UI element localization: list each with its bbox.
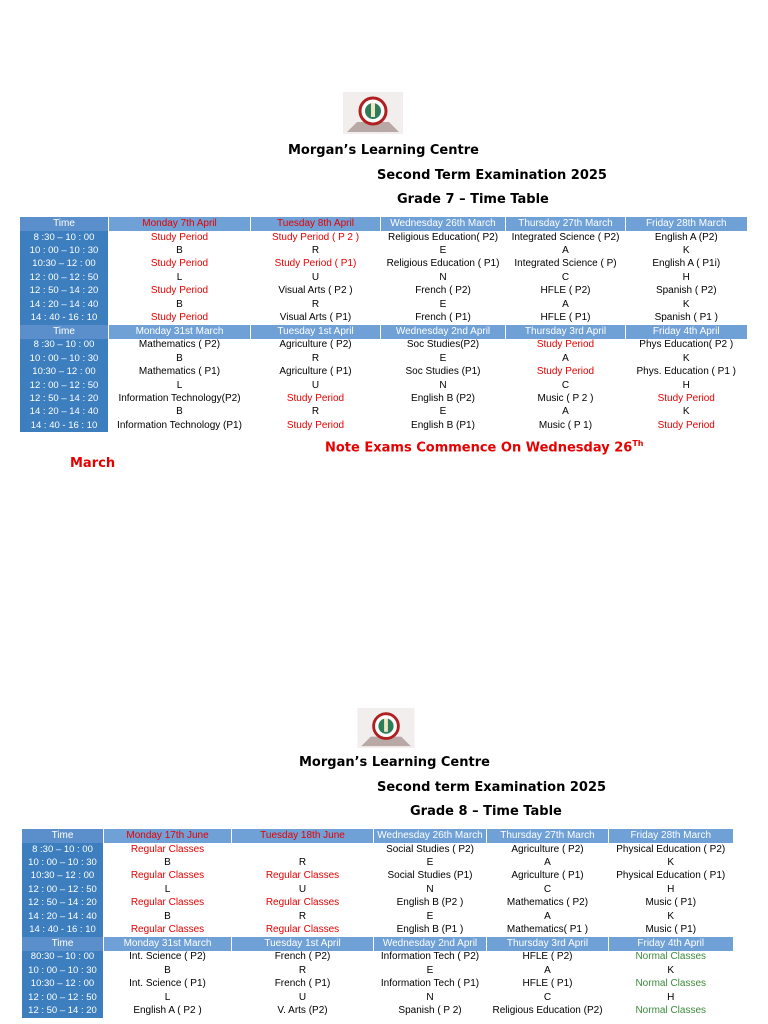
exam-note-month: March [70,456,116,471]
cell: Int. Science ( P2) [104,951,232,964]
cell: B [109,406,251,419]
cell: A [506,244,626,257]
cell [232,843,374,856]
cell: N [374,883,487,896]
table-row [20,352,747,365]
cell: HFLE ( P1) [487,978,609,991]
cell: Study Period [251,392,381,405]
cell: Phys Education( P2 ) [626,339,747,352]
school-name: Morgan’s Learning Centre [288,143,479,158]
cell: U [232,991,374,1004]
school-name-2: Morgan’s Learning Centre [299,755,490,770]
cell: Information Tech ( P1) [374,978,487,991]
time-cell: 10:30 – 12 : 00 [22,870,104,883]
cell: C [487,991,609,1004]
table-row [20,298,747,311]
cell: R [232,856,374,869]
cell: Phys. Education ( P1 ) [626,366,747,379]
cell: H [626,379,747,392]
table-row [22,991,733,1004]
cell: Social Studies ( P2) [374,843,487,856]
cell: E [374,964,487,977]
cell: E [381,352,506,365]
cell: Integrated Science ( P2) [506,231,626,244]
cell: E [381,298,506,311]
cell: R [251,244,381,257]
cell: Physical Education ( P2) [609,843,733,856]
cell: H [626,271,747,284]
cell: N [381,271,506,284]
cell: Monday 7th April [109,217,251,231]
cell: Integrated Science ( P) [506,258,626,271]
table-row [22,883,733,896]
cell: Study Period [251,419,381,432]
cell: A [506,298,626,311]
cell: A [506,352,626,365]
table-row [20,285,747,298]
cell: E [374,856,487,869]
time-cell: 10:30 – 12 : 00 [20,366,109,379]
cell: K [609,910,733,923]
cell: L [104,991,232,1004]
grade-title: Grade 7 – Time Table [397,192,549,207]
cell: A [487,910,609,923]
cell: Regular Classes [104,843,232,856]
cell: Tuesday 1st April [232,937,374,951]
cell: Friday 4th April [626,325,747,339]
cell: Agriculture ( P1) [487,870,609,883]
table-row [22,923,733,936]
exam-note [325,439,643,455]
header-row [22,829,733,843]
cell: Visual Arts ( P1) [251,311,381,324]
table-row [20,406,747,419]
table-row [20,244,747,257]
grade-8-timetable [21,829,733,1018]
cell: Agriculture ( P1) [251,366,381,379]
cell: French ( P2) [381,285,506,298]
cell: Thursday 27th March [506,217,626,231]
school-crest-logo [343,92,403,134]
cell: HFLE ( P2) [506,285,626,298]
cell: English A ( P1i) [626,258,747,271]
time-cell: 12 : 50 – 14 : 20 [22,897,104,910]
time-cell: Time [22,937,104,951]
cell: Spanish ( P2) [626,285,747,298]
cell: Religious Education ( P1) [381,258,506,271]
cell: English B (P1) [381,419,506,432]
cell: R [232,910,374,923]
cell: Mathematics( P1 ) [487,923,609,936]
cell: B [104,910,232,923]
table-row [20,392,747,405]
cell: L [109,271,251,284]
cell: Friday 4th April [609,937,733,951]
cell: Information Tech ( P2) [374,951,487,964]
header-row [22,937,733,951]
time-cell: 8 :30 – 10 : 00 [22,843,104,856]
table-row [22,897,733,910]
cell: Soc Studies (P1) [381,366,506,379]
cell: Physical Education ( P1) [609,870,733,883]
table-row [20,366,747,379]
cell: Regular Classes [104,897,232,910]
cell: B [109,244,251,257]
cell: B [109,352,251,365]
time-cell: 10:30 – 12 : 00 [22,978,104,991]
time-cell: 12 : 50 – 14 : 20 [20,285,109,298]
cell: Study Period [626,392,747,405]
cell: U [251,271,381,284]
cell: Information Technology(P2) [109,392,251,405]
cell: H [609,991,733,1004]
cell: Friday 28th March [609,829,733,843]
time-cell: 12 : 00 – 12 : 50 [22,991,104,1004]
cell: Agriculture ( P2) [487,843,609,856]
table-row [22,856,733,869]
table-row [22,978,733,991]
cell: Visual Arts ( P2 ) [251,285,381,298]
grade-7-timetable [19,217,747,432]
cell: A [506,406,626,419]
cell: Normal Classes [609,978,733,991]
cell: Monday 31st March [109,325,251,339]
cell: Music ( P1) [609,897,733,910]
cell: Mathematics ( P1) [109,366,251,379]
cell: English B (P1 ) [374,923,487,936]
cell: Tuesday 18th June [232,829,374,843]
cell: Thursday 27th March [487,829,609,843]
cell: English B (P2) [381,392,506,405]
cell: R [232,964,374,977]
time-cell: 14 : 20 – 14 : 40 [20,298,109,311]
cell: Normal Classes [609,951,733,964]
cell: B [109,298,251,311]
cell: Wednesday 2nd April [381,325,506,339]
time-cell: 10 : 00 – 10 : 30 [20,352,109,365]
table-row [20,419,747,432]
school-crest-logo-2 [357,708,417,750]
cell: Mathematics ( P2) [487,897,609,910]
time-cell: 10 : 00 – 10 : 30 [22,964,104,977]
cell: R [251,406,381,419]
cell: R [251,352,381,365]
cell: K [626,244,747,257]
cell: N [381,379,506,392]
cell: Study Period ( P 2 ) [251,231,381,244]
cell: L [109,379,251,392]
time-cell: 10:30 – 12 : 00 [20,258,109,271]
cell: B [104,856,232,869]
cell: Spanish ( P 2) [374,1004,487,1017]
cell: Information Technology (P1) [109,419,251,432]
time-cell: Time [20,217,109,231]
time-cell: 14 : 40 - 16 : 10 [22,923,104,936]
exam-note-text: Note Exams Commence On Wednesday 26 [325,440,633,456]
table-row [20,271,747,284]
cell: Wednesday 26th March [374,829,487,843]
cell: Regular Classes [104,923,232,936]
cell: Music ( P 2 ) [506,392,626,405]
cell: Regular Classes [232,923,374,936]
cell: K [626,406,747,419]
cell: K [609,856,733,869]
table-row [22,843,733,856]
cell: K [626,298,747,311]
cell: Music ( P 1) [506,419,626,432]
cell: Religious Education( P2) [381,231,506,244]
cell: Regular Classes [104,870,232,883]
cell: Study Period [506,366,626,379]
cell: E [381,406,506,419]
cell: Tuesday 1st April [251,325,381,339]
cell: Monday 17th June [104,829,232,843]
header-row [20,325,747,339]
cell: Normal Classes [609,1004,733,1017]
cell: Wednesday 2nd April [374,937,487,951]
cell: French ( P1) [232,978,374,991]
table-row [20,339,747,352]
cell: Mathematics ( P2) [109,339,251,352]
cell: Study Period [506,339,626,352]
time-cell: 14 : 40 - 16 : 10 [20,311,109,324]
cell: Thursday 3rd April [487,937,609,951]
cell: Agriculture ( P2) [251,339,381,352]
time-cell: 12 : 00 – 12 : 50 [20,379,109,392]
cell: Wednesday 26th March [381,217,506,231]
table-row [22,910,733,923]
cell: Study Period ( P1) [251,258,381,271]
cell: E [381,244,506,257]
time-cell: 12 : 00 – 12 : 50 [20,271,109,284]
cell: Spanish ( P1 ) [626,311,747,324]
cell: A [487,856,609,869]
cell: V. Arts (P2) [232,1004,374,1017]
cell: Monday 31st March [104,937,232,951]
grade-title-2: Grade 8 – Time Table [410,804,562,819]
cell: C [506,271,626,284]
cell: Tuesday 8th April [251,217,381,231]
cell: Int. Science ( P1) [104,978,232,991]
cell: Soc Studies(P2) [381,339,506,352]
cell: A [487,964,609,977]
cell: B [104,964,232,977]
cell: Regular Classes [232,870,374,883]
header-row [20,217,747,231]
time-cell: 8 :30 – 10 : 00 [20,231,109,244]
cell: N [374,991,487,1004]
cell: Study Period [109,311,251,324]
table-row [20,231,747,244]
time-cell: 80:30 – 10 : 00 [22,951,104,964]
exam-note-sup: Th [632,439,644,448]
time-cell: 14 : 20 – 14 : 40 [20,406,109,419]
time-cell: 12 : 00 – 12 : 50 [22,883,104,896]
time-cell: Time [22,829,104,843]
exam-title: Second Term Examination 2025 [377,168,607,183]
cell: K [609,964,733,977]
cell: HFLE ( P1) [506,311,626,324]
cell: English A ( P2 ) [104,1004,232,1017]
time-cell: 12 : 50 – 14 : 20 [20,392,109,405]
time-cell: 10 : 00 – 10 : 30 [22,856,104,869]
cell: Study Period [109,231,251,244]
cell: R [251,298,381,311]
table-row [20,258,747,271]
table-row [20,311,747,324]
time-cell: 12 : 50 – 14 : 20 [22,1004,104,1017]
cell: U [232,883,374,896]
cell: C [487,883,609,896]
cell: L [104,883,232,896]
cell: Social Studies (P1) [374,870,487,883]
cell: HFLE ( P2) [487,951,609,964]
cell: U [251,379,381,392]
cell: Study Period [109,258,251,271]
cell: Study Period [626,419,747,432]
cell: English B (P2 ) [374,897,487,910]
cell: Thursday 3rd April [506,325,626,339]
cell: Friday 28th March [626,217,747,231]
exam-title-2: Second term Examination 2025 [377,780,607,795]
table-row [22,870,733,883]
time-cell: 10 : 00 – 10 : 30 [20,244,109,257]
cell: French ( P2) [232,951,374,964]
table-row [22,964,733,977]
cell: C [506,379,626,392]
cell: English A (P2) [626,231,747,244]
cell: Music ( P1) [609,923,733,936]
table-row [20,379,747,392]
time-cell: 14 : 40 - 16 : 10 [20,419,109,432]
cell: Study Period [109,285,251,298]
time-cell: 14 : 20 – 14 : 40 [22,910,104,923]
table-row [22,951,733,964]
cell: Regular Classes [232,897,374,910]
cell: Religious Education (P2) [487,1004,609,1017]
cell: H [609,883,733,896]
cell: E [374,910,487,923]
time-cell: 8 :30 – 10 : 00 [20,339,109,352]
cell: K [626,352,747,365]
cell: French ( P1) [381,311,506,324]
time-cell: Time [20,325,109,339]
table-row [22,1004,733,1017]
